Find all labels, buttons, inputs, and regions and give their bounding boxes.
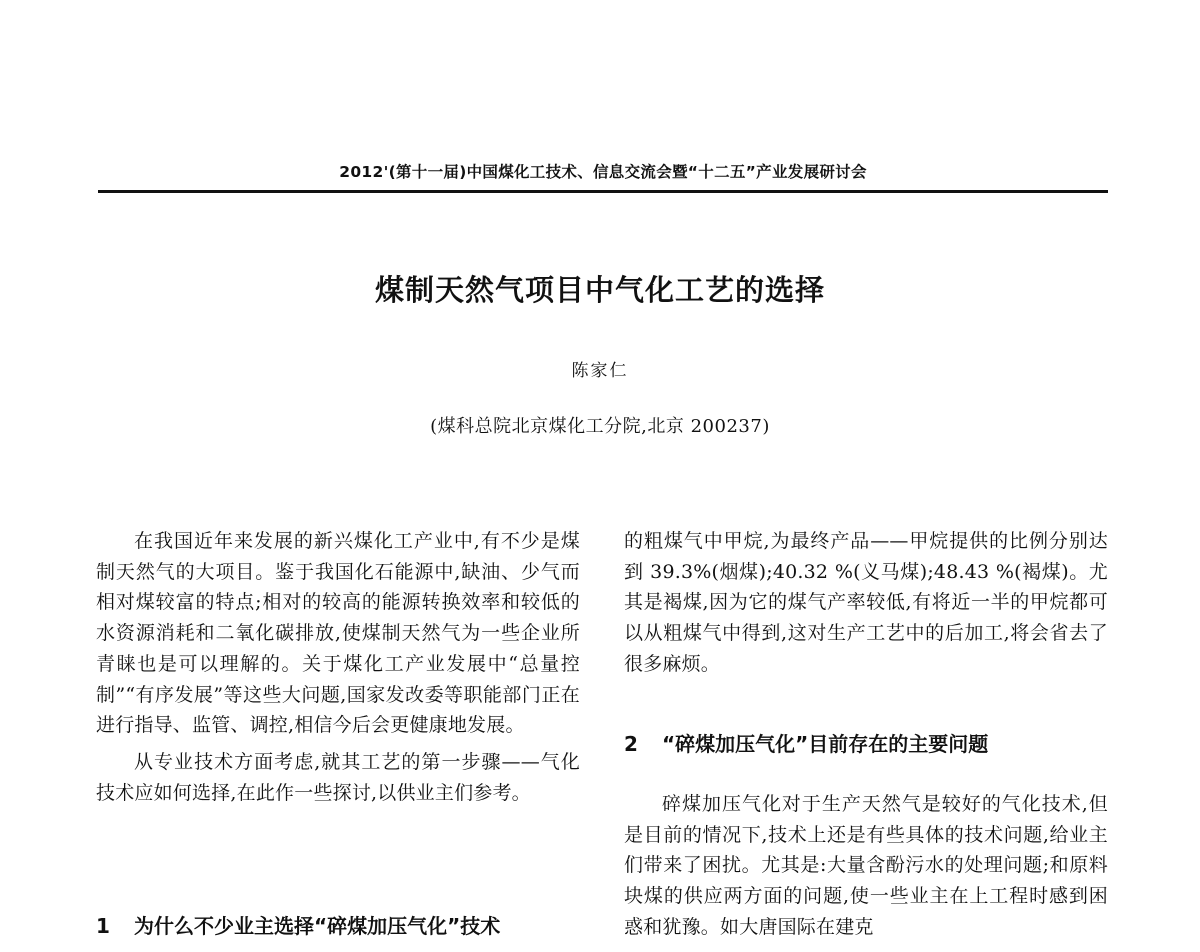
- author-affiliation: (煤科总院北京煤化工分院,北京 200237): [430, 416, 770, 437]
- section-2-number: 2: [624, 732, 638, 756]
- right-paragraph-2: 碎煤加压气化对于生产天然气是较好的气化技术,但是目前的情况下,技术上还是有些具体的技术问题,给业主们带来了困扰。尤其是:大量含酚污水的处理问题;和原料块煤的供应两方面的问题,使一些业主在上工程时感到困惑和犹豫。如大唐国际在建克: [624, 793, 1108, 938]
- section-1-heading: [96, 910, 596, 939]
- left-paragraph-2: 从专业技术方面考虑,就其工艺的第一步骤——气化技术应如何选择,在此作一些探讨,以供业主们参考。: [96, 750, 580, 804]
- section-2-title: “碎煤加压气化”目前存在的主要问题: [662, 732, 989, 756]
- right-paragraph-1: 的粗煤气中甲烷,为最终产品——甲烷提供的比例分别达到 39.3%(烟煤);40.32 %(义马煤);48.43 %(褐煤)。尤其是褐煤,因为它的煤气产率较低,有将近一半的甲烷都可以从粗煤气中得到,这对生产工艺中的后加工,将会省去了很多麻烦。: [624, 530, 1108, 675]
- right-column-lower: [624, 789, 1108, 943]
- author-name: 陈家仁: [571, 361, 629, 381]
- left-paragraph-1: 在我国近年来发展的新兴煤化工产业中,有不少是煤制天然气的大项目。鉴于我国化石能源中,缺油、少气而相对煤较富的特点;相对的较高的能源转换效率和较低的水资源消耗和二氧化碳排放,使煤制天然气为一些企业所青睐也是可以理解的。关于煤化工产业发展中“总量控制”“有序发展”等这些大问题,国家发改委等职能部门正在进行指导、监管、调控,相信今后会更健康地发展。: [96, 530, 580, 737]
- header-rule: [98, 190, 1108, 193]
- paper-title: 煤制天然气项目中气化工艺的选择: [374, 273, 825, 307]
- section-1-title: 为什么不少业主选择“碎煤加压气化”技术: [134, 914, 501, 938]
- running-header: 2012'(第十一届)中国煤化工技术、信息交流会暨“十二五”产业发展研讨会: [339, 163, 867, 181]
- section-1-number: 1: [96, 914, 110, 938]
- section-2-heading: [624, 728, 1124, 757]
- right-column-upper: [624, 526, 1108, 680]
- left-column: [96, 526, 580, 808]
